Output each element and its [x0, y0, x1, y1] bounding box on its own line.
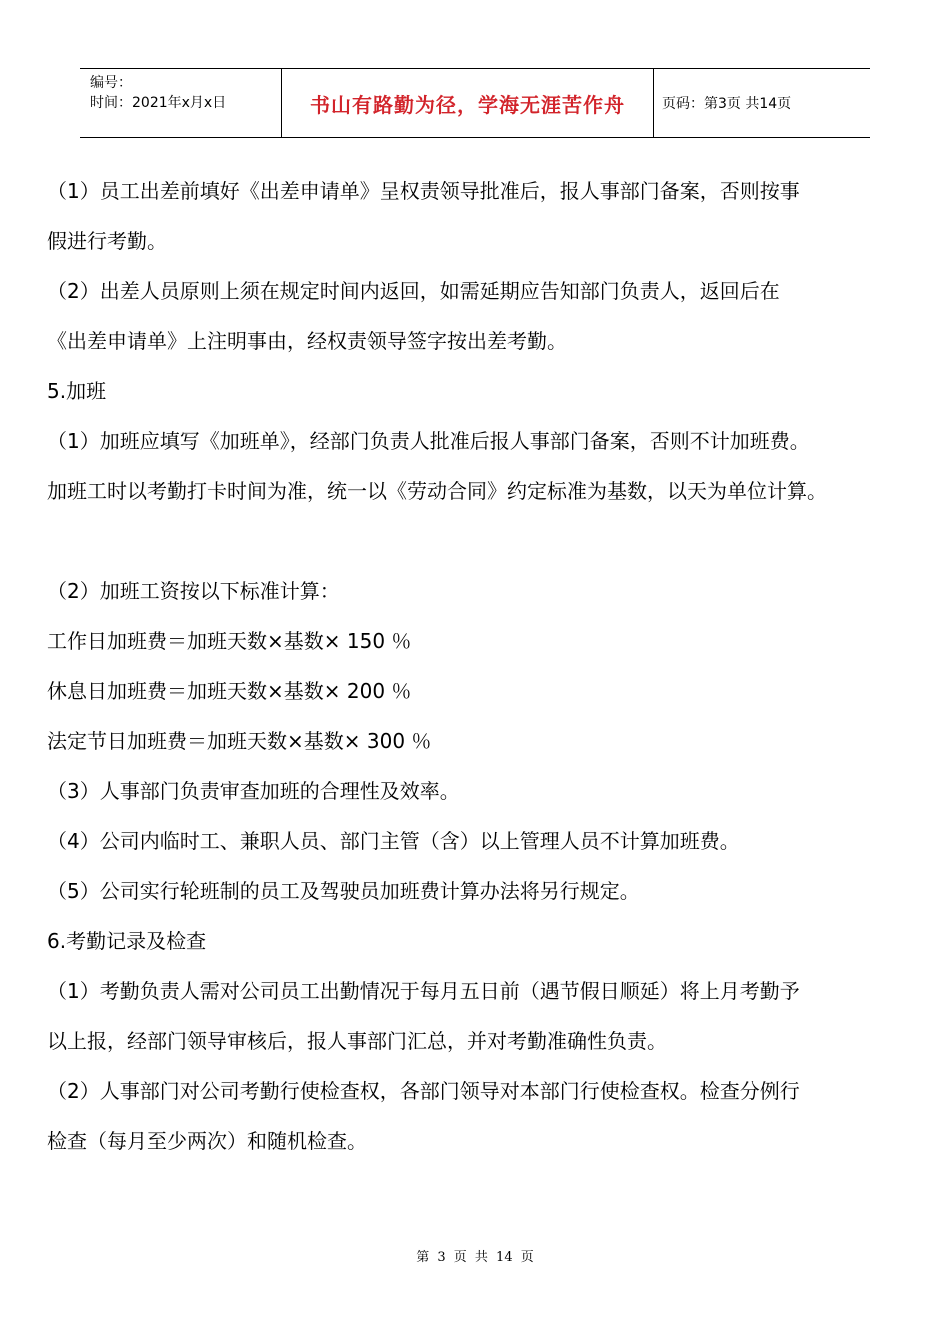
document-header	[80, 68, 870, 138]
paragraph-line: （4）公司内临时工、兼职人员、部门主管（含）以上管理人员不计算加班费。	[47, 829, 740, 853]
section-heading-overtime: 5.加班	[47, 379, 107, 403]
page-footer: 第 3 页 共 14 页	[416, 1250, 534, 1265]
paragraph-line: （1）员工出差前填好《出差申请单》呈权责领导批准后，报人事部门备案，否则按事	[47, 179, 800, 203]
header-motto: 书山有路勤为径，学海无涯苦作舟	[281, 69, 654, 137]
document-body	[47, 166, 907, 1166]
paragraph-line: 加班工时以考勤打卡时间为准，统一以《劳动合同》约定标准为基数，以天为单位计算。	[47, 479, 827, 503]
header-page-info: 页码：第3页 共14页	[662, 96, 792, 112]
section-heading-attendance-records: 6.考勤记录及检查	[47, 929, 207, 953]
paragraph-line: （1）考勤负责人需对公司员工出勤情况于每月五日前（遇节假日顺延）将上月考勤予	[47, 979, 800, 1003]
paragraph-line: （5）公司实行轮班制的员工及驾驶员加班费计算办法将另行规定。	[47, 879, 640, 903]
document-date: 时间：2021年x月x日	[90, 95, 227, 111]
paragraph-line: （1）加班应填写《加班单》，经部门负责人批准后报人事部门备案，否则不计加班费。	[47, 429, 810, 453]
paragraph-line: （2）加班工资按以下标准计算：	[47, 579, 340, 603]
paragraph-line: （3）人事部门负责审查加班的合理性及效率。	[47, 779, 460, 803]
document-code-label: 编号：	[90, 75, 132, 91]
paragraph-line: （2）出差人员原则上须在规定时间内返回，如需延期应告知部门负责人，返回后在	[47, 279, 780, 303]
blank-line	[47, 516, 907, 566]
header-meta	[80, 69, 281, 137]
formula-line: 法定节日加班费＝加班天数×基数× 300 ％	[47, 729, 432, 753]
paragraph-line: 以上报，经部门领导审核后，报人事部门汇总，并对考勤准确性负责。	[47, 1029, 667, 1053]
paragraph-line: 检查（每月至少两次）和随机检查。	[47, 1129, 367, 1153]
formula-line: 工作日加班费＝加班天数×基数× 150 ％	[47, 629, 412, 653]
paragraph-line: 假进行考勤。	[47, 229, 167, 253]
paragraph-line: 《出差申请单》上注明事由，经权责领导签字按出差考勤。	[47, 329, 567, 353]
paragraph-line: （2）人事部门对公司考勤行使检查权，各部门领导对本部门行使检查权。检查分例行	[47, 1079, 800, 1103]
formula-line: 休息日加班费＝加班天数×基数× 200 ％	[47, 679, 412, 703]
